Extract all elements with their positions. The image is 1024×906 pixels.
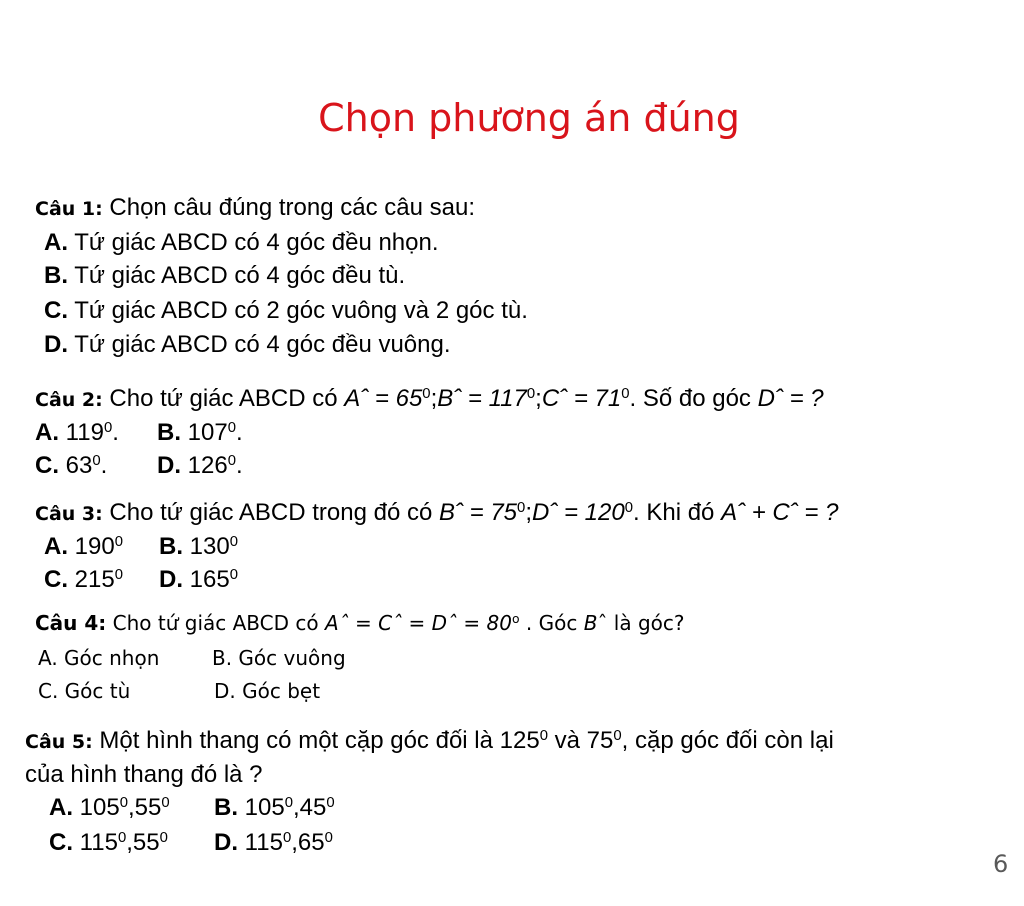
- question-5-option-b: B. $105^0,45^0$: [214, 794, 335, 821]
- question-3-option-d: D. $165^0$: [159, 566, 238, 593]
- question-5: Câu 5: Một hình thang có một cặp góc đối là $125^0$ và $75^0$, cặp góc đối còn lại: [25, 727, 834, 754]
- question-5-line-2: của hình thang đó là ?: [25, 761, 263, 788]
- question-4-label: Câu 4:: [35, 611, 107, 635]
- question-4-option-b: B. Góc vuông: [212, 646, 346, 670]
- question-3-option-c: C. $215^0$: [44, 566, 123, 593]
- question-2-option-c: C. $63^0$.: [35, 452, 108, 479]
- question-1-option-a: A. Tứ giác ABCD có 4 góc đều nhọn.: [44, 229, 439, 256]
- question-1-text: Chọn câu đúng trong các câu sau:: [102, 194, 475, 221]
- question-2-label: Câu 2:: [35, 389, 103, 411]
- question-3: Câu 3: Cho tứ giác ABCD trong đó có Bˆ = $75^0;Dˆ = 120^0$. Khi đó Aˆ + Cˆ = ?: [35, 499, 839, 526]
- question-4-option-a: A. Góc nhọn: [38, 646, 160, 670]
- question-5-option-a: A. $105^0,55^0$: [49, 794, 170, 821]
- question-5-option-d: D. $115^0,65^0$: [214, 829, 333, 856]
- page-title: Chọn phương án đúng: [318, 96, 740, 140]
- question-3-option-b: B. $130^0$: [159, 533, 238, 560]
- question-2: Câu 2: Cho tứ giác ABCD có Aˆ = $65^0;Bˆ$ = $117^0;Cˆ = 71^0$. Số đo góc Dˆ = ?: [35, 385, 824, 412]
- question-2-option-b: B. $107^0$.: [157, 419, 243, 446]
- question-4: Câu 4: Cho tứ giác ABCD có Aˆ = Cˆ = Dˆ = $80^o$ . Góc Bˆ là góc?: [35, 611, 685, 635]
- question-5-label: Câu 5:: [25, 731, 93, 753]
- question-2-option-d: D. $126^0$.: [157, 452, 243, 479]
- question-1-option-c: C. Tứ giác ABCD có 2 góc vuông và 2 góc tù.: [44, 297, 528, 324]
- question-3-label: Câu 3:: [35, 503, 103, 525]
- question-1-option-d: D. Tứ giác ABCD có 4 góc đều vuông.: [44, 331, 451, 358]
- page-number: 6: [993, 850, 1009, 878]
- question-3-option-a: A. $190^0$: [44, 533, 123, 560]
- question-4-option-c: C. Góc tù: [38, 679, 131, 703]
- question-5-option-c: C. $115^0,55^0$: [49, 829, 168, 856]
- question-1-label: Câu 1:: [35, 198, 103, 220]
- question-2-option-a: A. $119^0$.: [35, 419, 119, 446]
- question-1-option-b: B. Tứ giác ABCD có 4 góc đều tù.: [44, 262, 406, 289]
- question-1: [35, 194, 475, 222]
- question-4-option-d: D. Góc bẹt: [214, 679, 321, 703]
